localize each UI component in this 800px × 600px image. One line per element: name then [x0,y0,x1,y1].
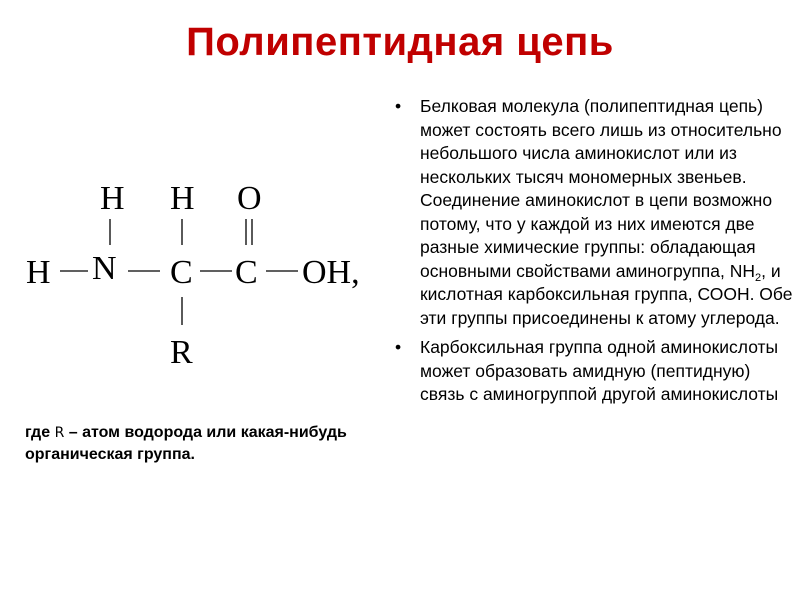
atom-c2: C [235,254,258,291]
caption-part2: – атом водорода или какая-нибудь органическая группа. [25,424,347,463]
slide-title: Полипептидная цепь [186,20,614,64]
atom-r: R [170,334,193,371]
atom-o-above-c2: O [237,180,262,217]
group-oh: OH, [302,254,360,291]
bullet-1-text-before: Белковая молекула (полипептидная цепь) может состоять всего лишь из относительно небольшого числа аминокислот или из нескольких тысяч мономерных звеньев. Соединение аминокислот в цепи возможно потому, что у каждой из них имеются две разные химические группы: обладающая основными свойствами аминогруппа, NH [420,96,782,281]
bullet-marker: • [395,96,402,116]
atom-h-above-c1: H [170,180,195,217]
bullet-item-1 [395,95,795,330]
atom-h-left: H [26,254,51,291]
atom-n: N [92,250,117,287]
bullet-1-text-after: , и кислотная карбоксильная группа, СООН. Обе эти группы присоединены к атому углерода. [420,260,793,328]
atom-h-above-n: H [100,180,125,217]
atom-c1: C [170,254,193,291]
caption-r-symbol: R [54,425,65,441]
bullet-item-2 [395,336,795,407]
formula-caption [25,422,355,466]
bullet-list [395,95,795,413]
bullet-1-subscript: 2 [755,271,762,284]
bullet-marker: • [395,337,402,357]
caption-part1: где [25,424,55,441]
bullet-2-text: Карбоксильная группа одной аминокислоты может образовать амидную (пептидную) связь с аминогруппой другой аминокислоты [420,337,779,404]
amino-acid-structural-formula [20,175,380,375]
